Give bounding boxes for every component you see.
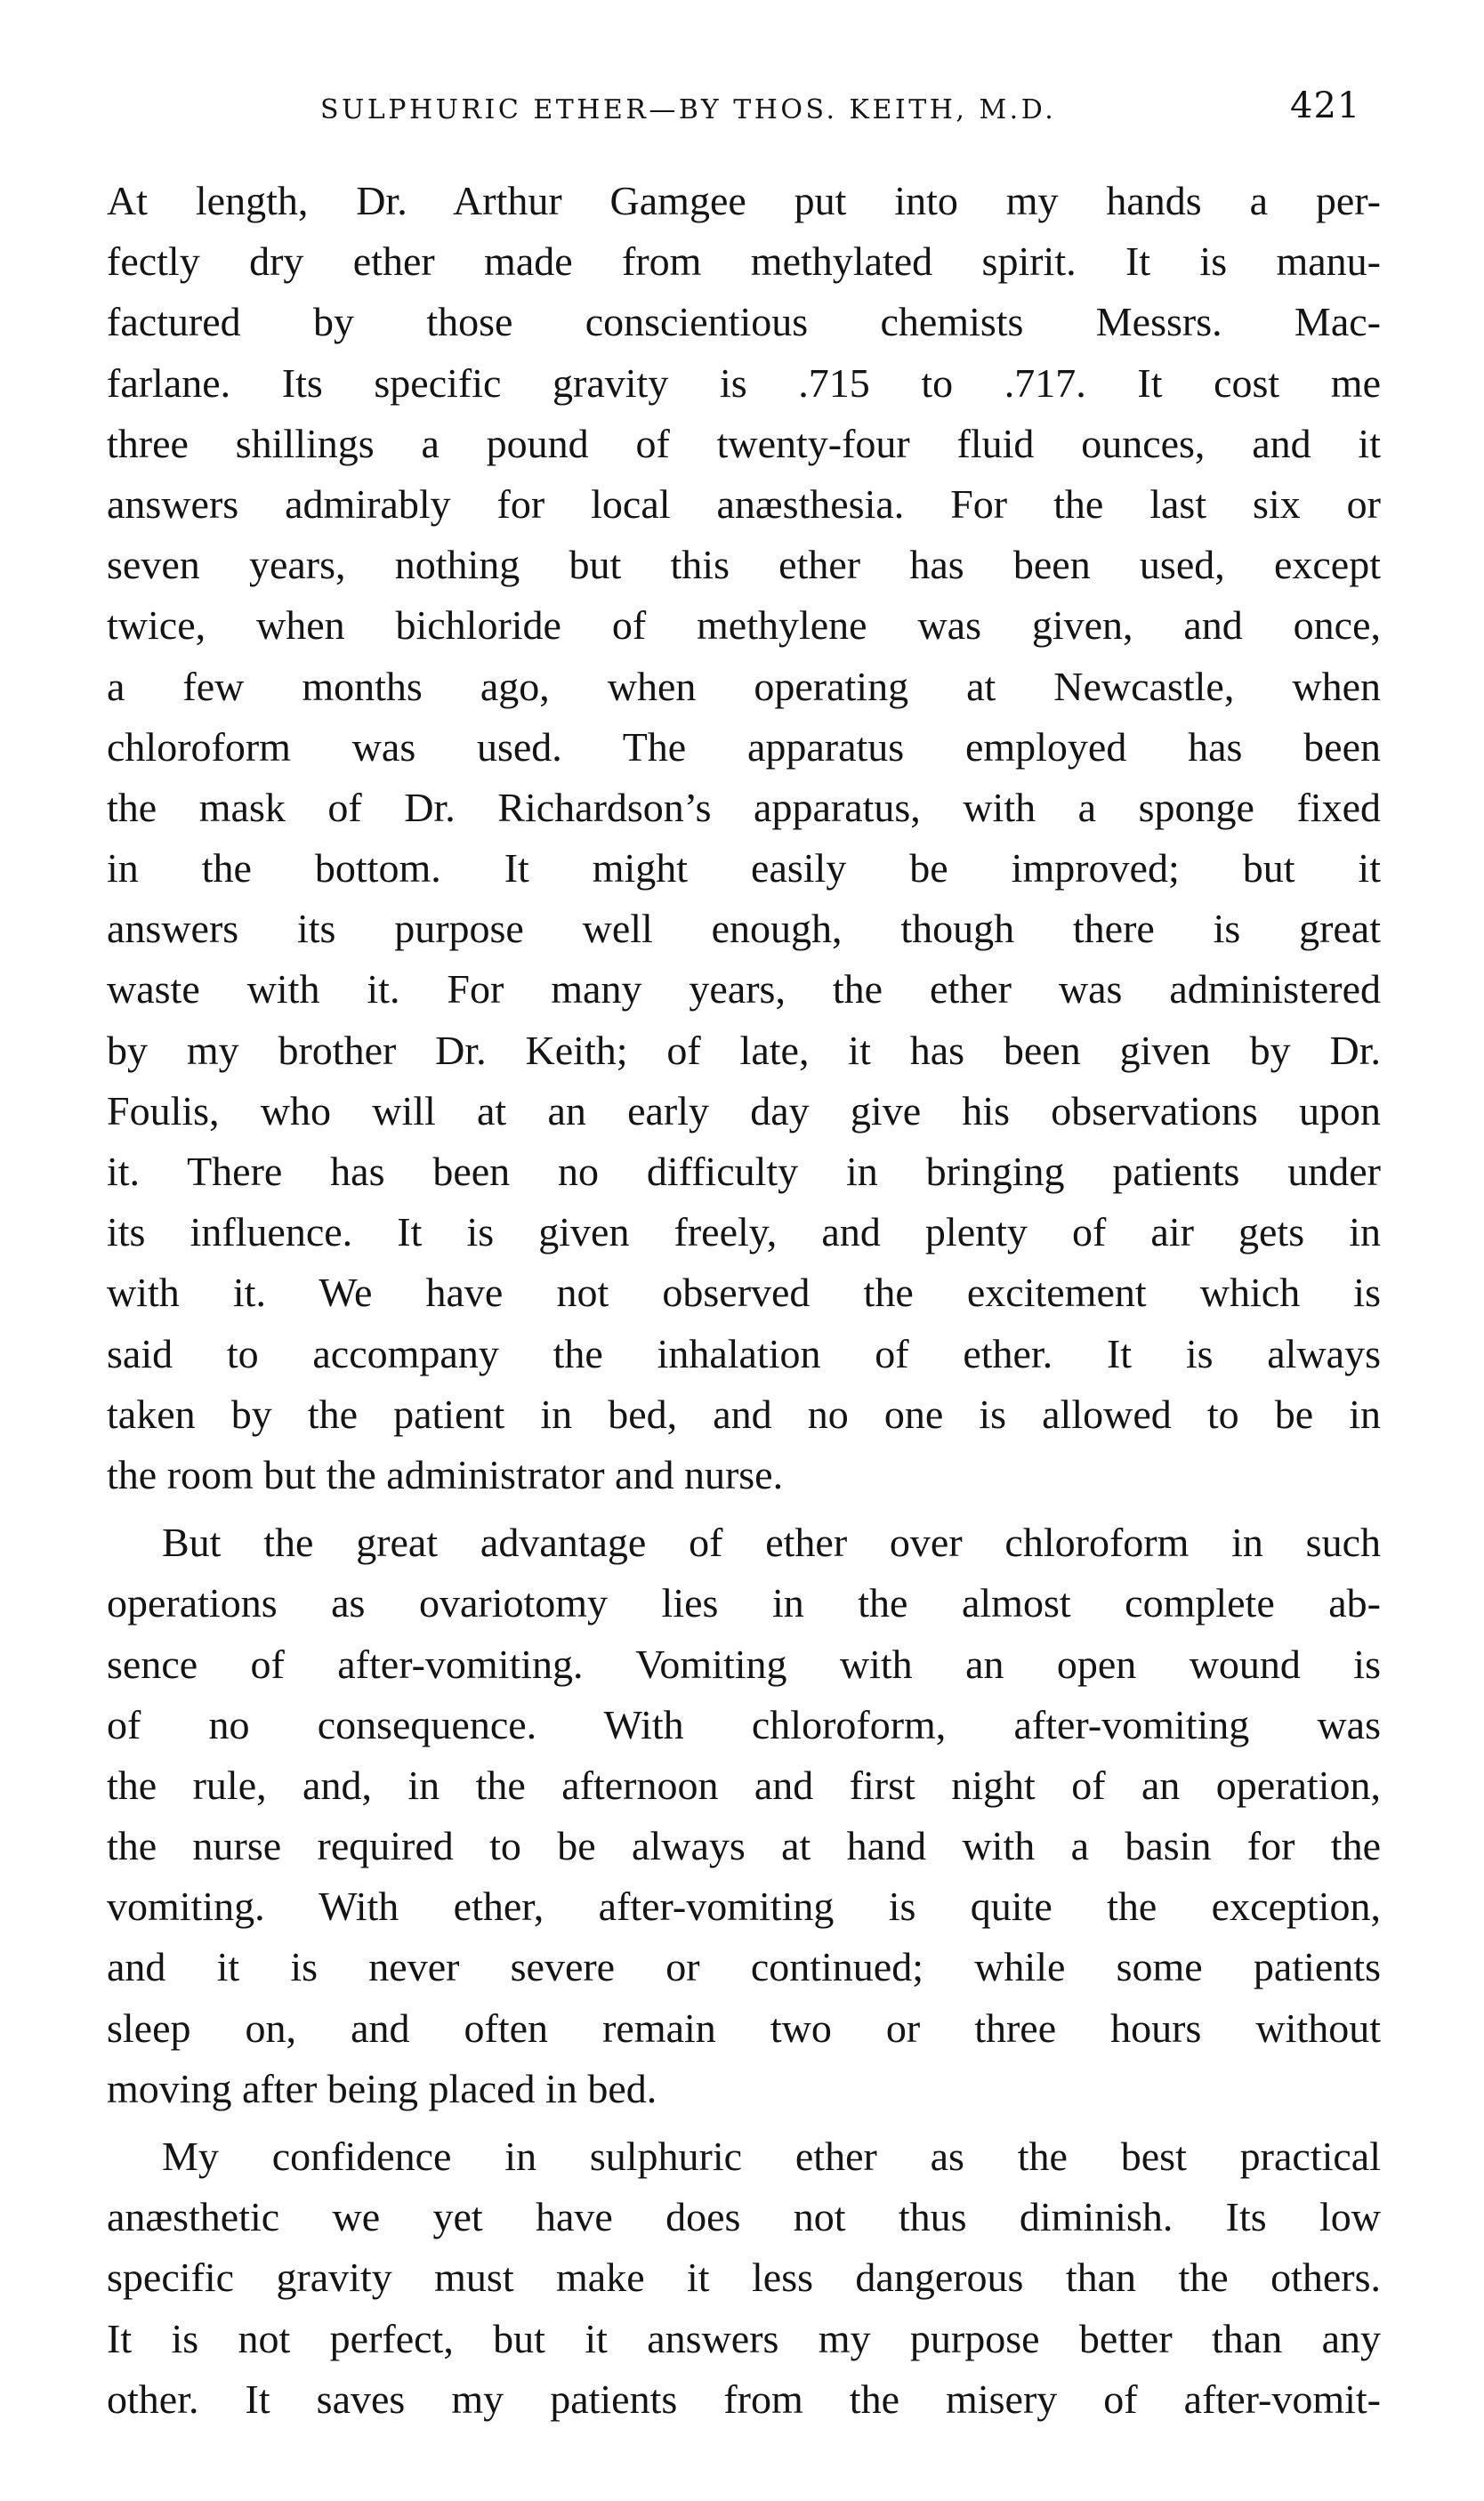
text-line: three shillings a pound of twenty-four fluid ounces, and it — [107, 420, 1381, 466]
text-line: it. There has been no difficulty in bringing patients under — [107, 1149, 1381, 1194]
text-line: factured by those conscientious chemists Messrs. Mac- — [107, 299, 1381, 345]
text-line: with it. We have not observed the excitement which is — [107, 1270, 1381, 1316]
text-line: waste with it. For many years, the ether was administered — [107, 966, 1381, 1013]
body-text — [107, 171, 1381, 2430]
text-line: moving after being placed in bed. — [107, 2065, 657, 2111]
text-line: said to accompany the inhalation of ether. It is always — [107, 1330, 1381, 1376]
running-head — [0, 85, 1484, 139]
paragraph-1 — [107, 171, 1381, 1505]
text-line: vomiting. With ether, after-vomiting is quite the exception, — [107, 1884, 1381, 1930]
text-line: and it is never severe or continued; while some patients — [107, 1944, 1381, 1990]
text-line: answers its purpose well enough, though there is great — [107, 906, 1381, 952]
text-line: sleep on, and often remain two or three hours without — [107, 2005, 1381, 2051]
text-line: twice, when bichloride of methylene was given, and once, — [107, 602, 1381, 649]
text-line: its influence. It is given freely, and plenty of air gets in — [107, 1209, 1381, 1255]
text-line: taken by the patient in bed, and no one is allowed to be in — [107, 1391, 1381, 1437]
text-line: of no consequence. With chloroform, after-vomiting was — [107, 1701, 1381, 1747]
text-line: Foulis, who will at an early day give his observations upon — [107, 1087, 1381, 1134]
text-line: At length, Dr. Arthur Gamgee put into my hands a per- — [107, 178, 1381, 223]
text-line: answers admirably for local anæsthesia. For the last six or — [107, 480, 1381, 527]
text-line: in the bottom. It might easily be improved; but it — [107, 845, 1381, 891]
running-title: SULPHURIC ETHER—BY THOS. KEITH, M.D. — [320, 94, 1057, 125]
text-line: the mask of Dr. Richardson’s apparatus, with a sponge fixed — [107, 784, 1381, 830]
text-line: by my brother Dr. Keith; of late, it has been given by Dr. — [107, 1027, 1381, 1073]
text-line: other. It saves my patients from the misery of after-vomit- — [107, 2376, 1381, 2422]
text-line: a few months ago, when operating at Newcastle, when — [107, 663, 1381, 709]
text-line: operations as ovariotomy lies in the almost complete ab- — [107, 1580, 1381, 1626]
text-line: the room but the administrator and nurse. — [107, 1451, 784, 1497]
text-line: the rule, and, in the afternoon and first night of an operation, — [107, 1762, 1381, 1808]
paragraph-2 — [107, 1513, 1381, 2119]
text-line: It is not perfect, but it answers my purpose better than any — [107, 2315, 1381, 2361]
text-line: anæsthetic we yet have does not thus diminish. Its low — [107, 2194, 1381, 2240]
text-line: My confidence in sulphuric ether as the best practical — [162, 2134, 1381, 2179]
text-line: farlane. Its specific gravity is .715 to .717. It cost me — [107, 359, 1381, 406]
paragraph-3 — [107, 2126, 1381, 2430]
text-line: But the great advantage of ether over chloroform in such — [162, 1520, 1381, 1566]
page-number: 421 — [1290, 85, 1361, 126]
text-line: fectly dry ether made from methylated spirit. It is manu- — [107, 238, 1381, 285]
text-line: the nurse required to be always at hand with a basin for the — [107, 1823, 1381, 1869]
text-line: chloroform was used. The apparatus employed has been — [107, 723, 1381, 770]
text-line: sence of after-vomiting. Vomiting with an open wound is — [107, 1641, 1381, 1687]
text-line: seven years, nothing but this ether has been used, except — [107, 542, 1381, 588]
text-line: specific gravity must make it less dangerous than the others. — [107, 2255, 1381, 2301]
